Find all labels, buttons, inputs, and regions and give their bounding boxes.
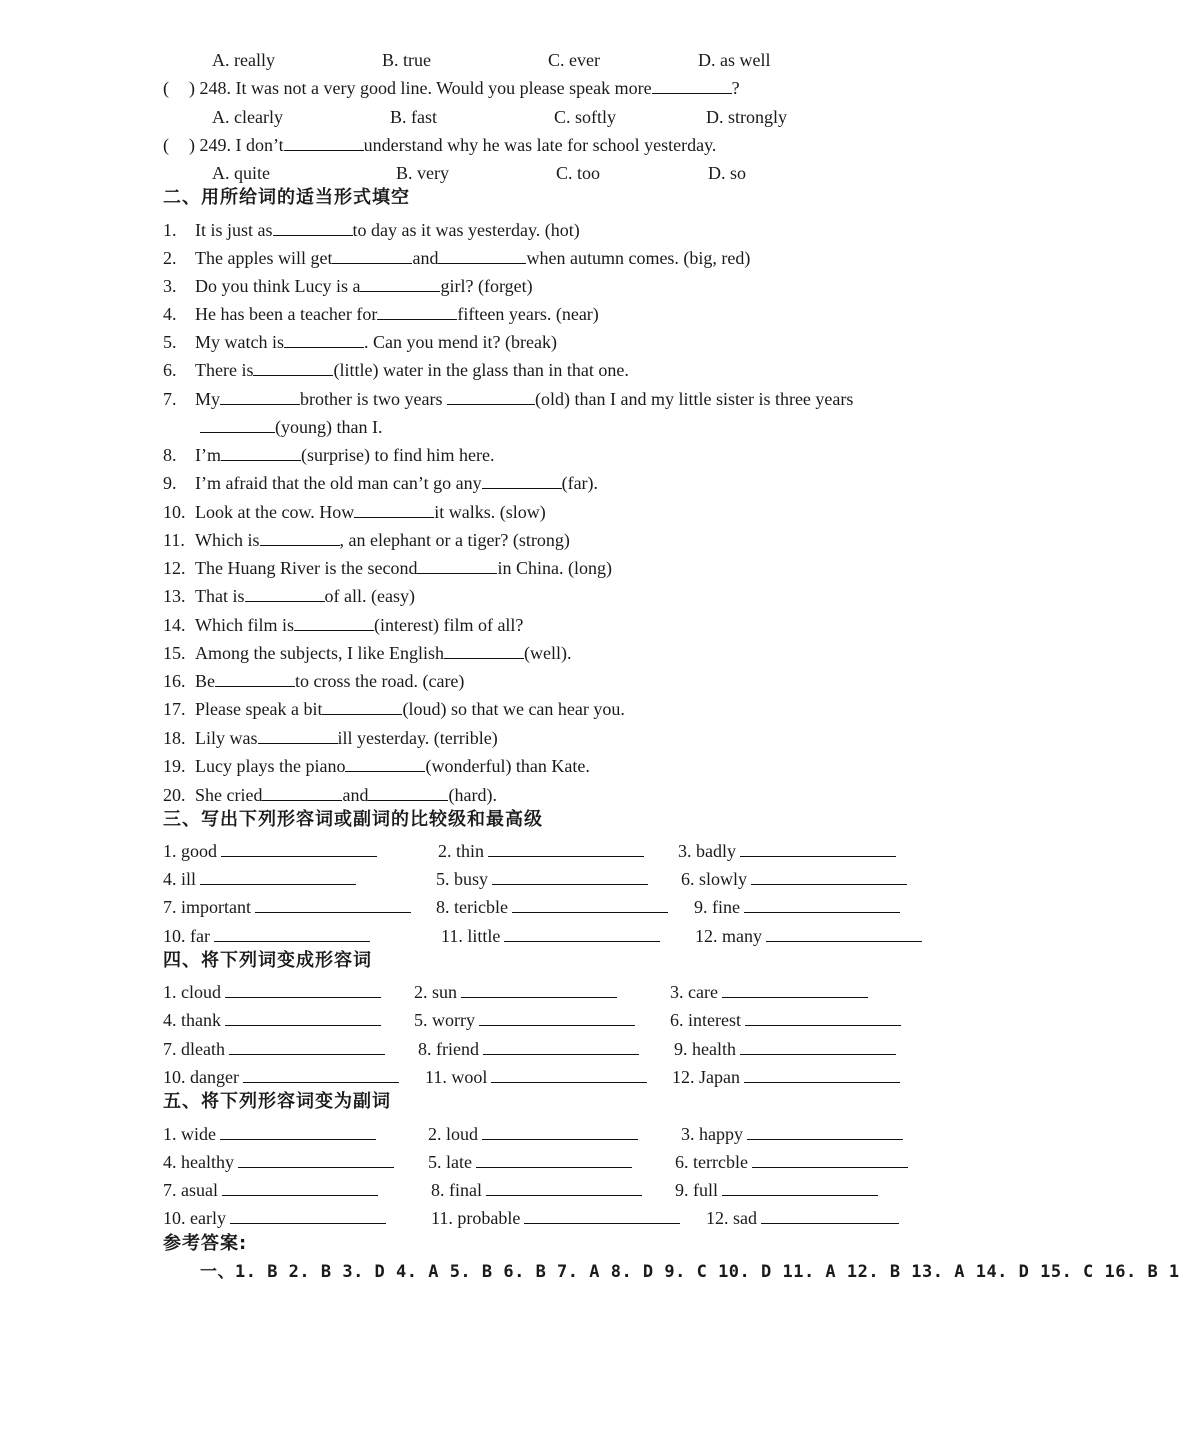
answer-blank[interactable] — [255, 896, 411, 913]
section-2-item — [163, 695, 625, 723]
answer-blank[interactable] — [253, 359, 333, 376]
item-text: Lucy plays the piano — [195, 756, 346, 776]
item-text: (wonderful) than Kate. — [425, 756, 590, 776]
answer-blank[interactable] — [225, 981, 381, 998]
item-number: 7. — [163, 389, 177, 409]
item-text: There is — [195, 360, 254, 380]
section-2-item — [163, 752, 590, 780]
word-item — [436, 893, 668, 921]
item-number: 11. — [163, 530, 185, 550]
item-text: of all. (easy) — [324, 586, 415, 606]
section-2-item — [163, 667, 464, 695]
q248-option-b: B. fast — [390, 107, 437, 127]
word-item — [163, 893, 411, 921]
answer-blank[interactable] — [214, 925, 370, 942]
word-label: 3. care — [670, 982, 718, 1002]
answer-blank[interactable] — [322, 698, 402, 715]
answer-blank[interactable] — [744, 1066, 900, 1083]
answer-blank[interactable] — [354, 501, 434, 518]
item-number: 6. — [163, 360, 177, 380]
word-label: 6. slowly — [681, 869, 748, 889]
word-item — [675, 1148, 908, 1176]
word-item — [163, 1063, 399, 1091]
item-number: 1. — [163, 220, 177, 240]
q249-option-d: D. so — [708, 163, 747, 183]
item-number: 12. — [163, 558, 186, 578]
item-text: (far). — [561, 473, 599, 493]
item-text: I’m afraid that the old man can’t go any — [195, 473, 482, 493]
answer-blank[interactable] — [200, 868, 356, 885]
word-label: 12. Japan — [672, 1067, 740, 1087]
item-text: , an elephant or a tiger? (strong) — [339, 530, 570, 550]
question-text-end: ? — [731, 78, 740, 98]
word-label: 4. thank — [163, 1010, 221, 1030]
section-3-title: 三、写出下列形容词或副词的比较级和最高级 — [163, 809, 543, 830]
item-text: brother is two years — [300, 389, 443, 409]
item-text: (surprise) to find him here. — [301, 445, 495, 465]
word-item — [163, 1006, 381, 1034]
answer-blank[interactable] — [377, 303, 457, 320]
answer-blank[interactable] — [479, 1009, 635, 1026]
answer-blank[interactable] — [444, 642, 524, 659]
word-label: 2. thin — [438, 841, 485, 861]
item-number: 5. — [163, 332, 177, 352]
answer-blank[interactable] — [482, 472, 562, 489]
item-number: 13. — [163, 586, 186, 606]
question-text: 249. I don’t — [199, 135, 284, 155]
q247-option-d: D. as well — [698, 50, 771, 70]
item-text: fifteen years. (near) — [457, 304, 599, 324]
word-item — [428, 1148, 632, 1176]
answer-blank[interactable] — [225, 1009, 381, 1026]
item-text: (young) than I. — [275, 417, 383, 437]
word-item — [431, 1176, 642, 1204]
item-number: 16. — [163, 671, 186, 691]
item-text: (little) water in the glass than in that one. — [333, 360, 629, 380]
word-item — [441, 922, 660, 950]
section-2-item — [163, 724, 498, 752]
item-text: and — [412, 248, 439, 268]
answer-blank[interactable] — [368, 784, 448, 801]
item-text: Do you think Lucy is a — [195, 276, 361, 296]
answer-blank[interactable] — [766, 925, 922, 942]
word-label: 5. late — [428, 1152, 472, 1172]
answer-blank[interactable] — [492, 868, 648, 885]
word-label: 9. full — [675, 1180, 718, 1200]
item-text: My watch is — [195, 332, 284, 352]
item-text: The apples will get — [195, 248, 333, 268]
answer-blank[interactable] — [747, 1123, 903, 1140]
item-number: 20. — [163, 785, 186, 805]
answer-blank[interactable] — [476, 1151, 632, 1168]
word-item — [163, 922, 370, 950]
answer-blank[interactable] — [221, 444, 301, 461]
word-item — [163, 1204, 386, 1232]
section-2-item-continuation — [200, 413, 382, 441]
word-item — [436, 865, 648, 893]
answer-blank[interactable] — [222, 1179, 378, 1196]
word-item — [163, 1035, 385, 1063]
q247-option-b: B. true — [382, 50, 431, 70]
item-number: 8. — [163, 445, 177, 465]
item-text: to day as it was yesterday. (hot) — [352, 220, 580, 240]
answer-blank[interactable] — [722, 981, 868, 998]
word-label: 9. health — [674, 1039, 736, 1059]
section-2-item — [163, 300, 599, 328]
answer-paren-close: ) — [189, 135, 195, 155]
answer-blank[interactable] — [722, 1179, 878, 1196]
answer-blank[interactable] — [258, 727, 338, 744]
word-item — [414, 978, 617, 1006]
item-text: to cross the road. (care) — [295, 671, 465, 691]
word-label: 3. happy — [681, 1124, 743, 1144]
word-item — [675, 1176, 878, 1204]
word-label: 2. loud — [428, 1124, 479, 1144]
item-number: 10. — [163, 502, 186, 522]
answer-blank[interactable] — [447, 388, 535, 405]
word-item — [163, 837, 377, 865]
question-248 — [163, 74, 740, 102]
word-label: 5. worry — [414, 1010, 475, 1030]
answer-blank[interactable] — [482, 1123, 638, 1140]
question-249 — [163, 131, 716, 159]
section-2-item — [163, 356, 629, 384]
answer-blank[interactable] — [745, 1009, 901, 1026]
answer-blank[interactable] — [752, 1151, 908, 1168]
q247-option-a: A. really — [212, 50, 275, 70]
word-item — [163, 1148, 394, 1176]
item-number: 17. — [163, 699, 186, 719]
answer-blank[interactable] — [332, 247, 412, 264]
answer-blank[interactable] — [220, 388, 300, 405]
section-2-item — [163, 781, 497, 809]
word-label: 4. healthy — [163, 1152, 234, 1172]
word-label: 12. sad — [706, 1208, 757, 1228]
word-label: 6. interest — [670, 1010, 741, 1030]
word-item — [670, 978, 868, 1006]
item-number: 9. — [163, 473, 177, 493]
section-2-item — [163, 526, 570, 554]
answers-title: 参考答案: — [163, 1233, 248, 1254]
item-text: Be — [195, 671, 215, 691]
answer-blank[interactable] — [486, 1179, 642, 1196]
word-label: 7. dleath — [163, 1039, 225, 1059]
answer-blank[interactable] — [740, 840, 896, 857]
answer-blank[interactable] — [262, 784, 342, 801]
item-text: when autumn comes. (big, red) — [526, 248, 751, 268]
answer-blank[interactable] — [260, 529, 340, 546]
answer-blank[interactable] — [504, 925, 660, 942]
word-item — [163, 1120, 376, 1148]
word-item — [706, 1204, 899, 1232]
item-text: girl? (forget) — [440, 276, 533, 296]
section-2-item — [163, 554, 612, 582]
item-text: it walks. (slow) — [434, 502, 546, 522]
answer-blank[interactable] — [524, 1207, 680, 1224]
word-label: 8. final — [431, 1180, 482, 1200]
q248-option-d: D. strongly — [706, 107, 787, 127]
word-item — [414, 1006, 635, 1034]
q249-option-b: B. very — [396, 163, 449, 183]
answer-blank[interactable] — [744, 896, 900, 913]
answer-blank[interactable] — [238, 1151, 394, 1168]
word-label: 7. asual — [163, 1180, 218, 1200]
word-label: 11. wool — [425, 1067, 488, 1087]
section-2-title: 二、用所给词的适当形式填空 — [163, 187, 410, 208]
word-label: 1. cloud — [163, 982, 221, 1002]
word-item — [163, 978, 381, 1006]
answer-blank[interactable] — [488, 840, 644, 857]
answer-blank[interactable] — [215, 670, 295, 687]
word-label: 7. important — [163, 897, 251, 917]
item-text: Lily was — [195, 728, 258, 748]
answer-blank[interactable] — [438, 247, 526, 264]
q248-option-c: C. softly — [554, 107, 617, 127]
answer-blank[interactable] — [243, 1066, 399, 1083]
answer-blank[interactable] — [461, 981, 617, 998]
answer-blank[interactable] — [652, 77, 732, 94]
word-item — [428, 1120, 638, 1148]
answer-blank[interactable] — [417, 557, 497, 574]
answer-blank[interactable] — [740, 1038, 896, 1055]
item-text: (loud) so that we can hear you. — [402, 699, 625, 719]
word-item — [672, 1063, 900, 1091]
answer-blank[interactable] — [512, 896, 668, 913]
word-item — [695, 922, 922, 950]
item-text: Among the subjects, I like English — [195, 643, 444, 663]
word-item — [674, 1035, 896, 1063]
answer-blank[interactable] — [221, 840, 377, 857]
item-number: 3. — [163, 276, 177, 296]
item-number: 19. — [163, 756, 186, 776]
item-text: (old) than I and my little sister is three years — [534, 389, 854, 409]
word-label: 10. far — [163, 926, 210, 946]
answer-blank[interactable] — [229, 1038, 385, 1055]
section-2-item — [163, 582, 415, 610]
word-label: 2. sun — [414, 982, 458, 1002]
answer-blank[interactable] — [284, 134, 364, 151]
item-text: Which is — [195, 530, 260, 550]
word-label: 10. early — [163, 1208, 226, 1228]
word-label: 8. tericble — [436, 897, 508, 917]
word-label: 1. good — [163, 841, 217, 861]
item-text: ill yesterday. (terrible) — [337, 728, 498, 748]
word-label: 11. little — [441, 926, 501, 946]
answer-blank[interactable] — [751, 868, 907, 885]
question-text: 248. It was not a very good line. Would you please speak more — [199, 78, 652, 98]
word-item — [418, 1035, 639, 1063]
word-item — [438, 837, 644, 865]
section-2-item — [163, 216, 580, 244]
answer-blank[interactable] — [483, 1038, 639, 1055]
q249-option-c: C. too — [556, 163, 601, 183]
item-text: It is just as — [195, 220, 273, 240]
word-item — [678, 837, 896, 865]
word-label: 4. ill — [163, 869, 197, 889]
item-text: (hard). — [448, 785, 497, 805]
answer-blank[interactable] — [200, 416, 275, 433]
item-number: 14. — [163, 615, 186, 635]
item-text: . Can you mend it? (break) — [364, 332, 557, 352]
word-label: 8. friend — [418, 1039, 479, 1059]
item-text: He has been a teacher for — [195, 304, 378, 324]
answer-blank[interactable] — [284, 331, 364, 348]
item-number: 4. — [163, 304, 177, 324]
answer-blank[interactable] — [220, 1123, 376, 1140]
word-label: 10. danger — [163, 1067, 239, 1087]
word-label: 9. fine — [694, 897, 740, 917]
item-text: (well). — [523, 643, 572, 663]
section-2-item — [163, 272, 533, 300]
word-label: 11. probable — [431, 1208, 521, 1228]
word-item — [694, 893, 900, 921]
q249-option-a: A. quite — [212, 163, 270, 183]
item-text: Look at the cow. How — [195, 502, 355, 522]
item-text: She cried — [195, 785, 263, 805]
section-2-item — [163, 385, 853, 413]
answer-blank[interactable] — [245, 585, 325, 602]
answer-blank[interactable] — [294, 614, 374, 631]
section-2-item — [163, 611, 523, 639]
word-label: 12. many — [695, 926, 762, 946]
section-2-item — [163, 498, 546, 526]
answer-blank[interactable] — [345, 755, 425, 772]
item-text: My — [195, 389, 221, 409]
answers-line: 一、1. B 2. B 3. D 4. A 5. B 6. B 7. A 8. D 9. C 10. D 11. A 12. B 13. A 14. D 15. C 16. B 1 — [200, 1262, 1180, 1282]
answer-blank[interactable] — [273, 219, 353, 236]
answer-blank[interactable] — [230, 1207, 386, 1224]
item-number: 18. — [163, 728, 186, 748]
question-text-end: understand why he was late for school yesterday. — [363, 135, 717, 155]
item-text: and — [342, 785, 369, 805]
section-2-item — [163, 244, 750, 272]
word-item — [681, 1120, 903, 1148]
item-text: (interest) film of all? — [373, 615, 524, 635]
section-4-title: 四、将下列词变成形容词 — [163, 950, 372, 971]
answer-blank[interactable] — [360, 275, 440, 292]
word-item — [163, 1176, 378, 1204]
answer-paren-open: ( — [163, 78, 169, 98]
q248-option-a: A. clearly — [212, 107, 283, 127]
section-2-item — [163, 441, 494, 469]
item-text: The Huang River is the second — [195, 558, 418, 578]
answer-paren-open: ( — [163, 135, 169, 155]
item-text: I’m — [195, 445, 221, 465]
answer-paren-close: ) — [189, 78, 195, 98]
item-number: 15. — [163, 643, 186, 663]
section-2-item — [163, 639, 571, 667]
answer-blank[interactable] — [491, 1066, 647, 1083]
item-text: Please speak a bit — [195, 699, 323, 719]
word-item — [431, 1204, 680, 1232]
item-text: in China. (long) — [497, 558, 612, 578]
q247-option-c: C. ever — [548, 50, 600, 70]
word-label: 1. wide — [163, 1124, 216, 1144]
word-item — [670, 1006, 901, 1034]
section-5-title: 五、将下列形容词变为副词 — [163, 1091, 391, 1112]
item-text: That is — [195, 586, 245, 606]
section-2-item — [163, 328, 557, 356]
item-text: Which film is — [195, 615, 294, 635]
answer-blank[interactable] — [761, 1207, 899, 1224]
word-item — [163, 865, 356, 893]
word-label: 3. badly — [678, 841, 736, 861]
word-item — [425, 1063, 647, 1091]
word-label: 6. terrcble — [675, 1152, 748, 1172]
section-2-item — [163, 469, 598, 497]
word-label: 5. busy — [436, 869, 489, 889]
item-number: 2. — [163, 248, 177, 268]
word-item — [681, 865, 907, 893]
